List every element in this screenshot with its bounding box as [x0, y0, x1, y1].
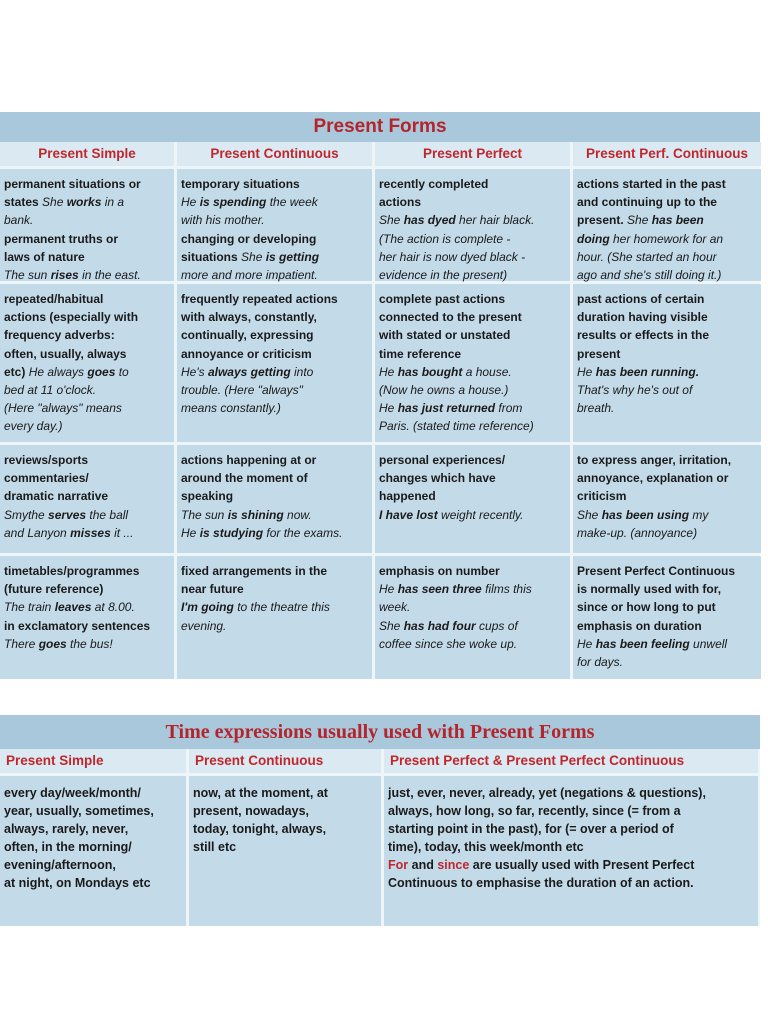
text-run: She [241, 249, 266, 264]
text-run: since [437, 858, 470, 872]
text-run: always, rarely, never, [4, 822, 129, 836]
text-run: connected to the present [379, 310, 522, 325]
text-line [181, 524, 368, 542]
header-present-perfect-continuous: Present Perf. Continuous [573, 142, 761, 166]
text-line [577, 635, 757, 653]
text-line [379, 230, 566, 248]
text-run: (future reference) [4, 582, 104, 597]
text-line [4, 802, 182, 820]
text-run: coffee since she woke up. [379, 636, 518, 651]
text-run: permanent situations or [4, 177, 141, 191]
text-line [4, 266, 170, 284]
text-line [193, 802, 377, 820]
text-run: now, at the moment, at [193, 786, 328, 800]
text-run: has just returned [397, 401, 496, 416]
text-line [577, 290, 757, 308]
text-run: has seen three [397, 582, 482, 597]
text-run: He [379, 364, 398, 379]
text-line [181, 308, 368, 326]
text-run: has had four [403, 618, 476, 633]
text-run: has bought [397, 364, 463, 379]
text-run: at 8.00. [91, 600, 135, 615]
text-run: commentaries/ [4, 471, 89, 486]
text-run: in exclamatory sentences [4, 618, 151, 633]
text-run: annoyance or criticism [181, 346, 312, 361]
text-run: frequency adverbs: [4, 328, 115, 343]
text-run: hour. (She started an hour [577, 249, 717, 264]
cell-r2-perfect-continuous [573, 284, 761, 442]
text-run: Smythe [4, 507, 49, 522]
cell-r4-continuous [177, 556, 372, 679]
text-line [388, 784, 754, 802]
text-line [4, 308, 170, 326]
cell-r1-continuous [177, 169, 372, 281]
text-line [379, 381, 566, 399]
te-header-present-continuous: Present Continuous [189, 749, 381, 773]
text-run: and continuing up to the [577, 195, 717, 210]
text-line [4, 856, 182, 874]
text-run: always getting [207, 364, 291, 379]
text-run: That's why he's out of [577, 383, 693, 398]
text-run: her hair is now dyed black - [379, 249, 526, 264]
text-line [4, 820, 182, 838]
text-run: starting point in the past), for (= over a period of [388, 822, 674, 836]
text-run: I'm going [181, 600, 234, 615]
text-line [379, 580, 566, 598]
text-line [4, 524, 170, 542]
text-line [181, 363, 368, 381]
text-run: a house. [462, 364, 512, 379]
text-line [379, 635, 566, 653]
text-run: misses [70, 525, 111, 540]
text-line [181, 381, 368, 399]
text-run: present [577, 346, 621, 361]
text-run: to the theatre this [233, 600, 330, 615]
text-run: He [577, 364, 596, 379]
text-run: dramatic narrative [4, 489, 109, 504]
te-cell-present-simple [0, 776, 186, 926]
text-line [4, 487, 170, 505]
text-run: criticism [577, 489, 627, 504]
text-line [388, 838, 754, 856]
text-run: She [379, 618, 404, 633]
text-line [181, 598, 368, 616]
text-run: states [4, 195, 43, 210]
text-line [577, 308, 757, 326]
text-line [4, 363, 170, 381]
text-line [4, 193, 170, 211]
text-run: just, ever, never, already, yet (negations & questions), [388, 786, 706, 800]
text-run: personal experiences/ [379, 453, 506, 467]
text-line [577, 617, 757, 635]
text-run: means constantly.) [181, 401, 281, 416]
text-run: reviews/sports [4, 453, 89, 467]
text-line [379, 308, 566, 326]
text-run: the bus! [66, 636, 113, 651]
text-run: annoyance, explanation or [577, 471, 729, 486]
present-forms-table [0, 112, 760, 679]
cell-r3-perfect-continuous [573, 445, 761, 553]
text-run: works [66, 195, 102, 210]
cell-r2-perfect [375, 284, 570, 442]
text-run: every day.) [4, 419, 63, 434]
text-run: are usually used with Present Perfect [469, 858, 695, 872]
text-line [388, 856, 754, 874]
time-expressions-grid [0, 749, 760, 926]
text-line [193, 784, 377, 802]
text-run: has been running. [595, 364, 700, 379]
text-line [4, 506, 170, 524]
text-line [577, 363, 757, 381]
text-line [577, 598, 757, 616]
text-run: week. [379, 600, 411, 615]
text-run: ago and she's still doing it.) [577, 268, 722, 283]
text-run: (Here "always" means [4, 401, 122, 416]
text-run: emphasis on number [379, 564, 500, 578]
text-run: the week [266, 195, 318, 210]
cell-r2-simple [0, 284, 174, 442]
text-run: duration having visible [577, 310, 708, 325]
text-run: Present Perfect Continuous [577, 564, 736, 578]
text-run: at night, on Mondays etc [4, 876, 151, 890]
text-line [4, 580, 170, 598]
text-run: is studying [199, 525, 264, 540]
text-line [181, 487, 368, 505]
text-run: (The action is complete - [379, 231, 511, 246]
text-run: my [689, 507, 709, 522]
text-line [379, 211, 566, 229]
text-line [577, 345, 757, 363]
text-line [577, 326, 757, 344]
text-line [577, 580, 757, 598]
text-run: The sun [181, 507, 228, 522]
text-run: (Now he owns a house.) [379, 383, 509, 398]
text-line [181, 175, 368, 193]
text-run: today, tonight, always, [193, 822, 327, 836]
cell-r4-perfect [375, 556, 570, 679]
text-run: actions (especially with [4, 310, 139, 325]
text-run: actions happening at or [181, 453, 317, 467]
text-line [4, 451, 170, 469]
text-line [577, 506, 757, 524]
text-line [4, 399, 170, 417]
text-line [577, 562, 757, 580]
text-run: cups of [475, 618, 518, 633]
text-run: laws of nature [4, 249, 85, 264]
text-run: results or effects in the [577, 328, 710, 343]
text-line [4, 469, 170, 487]
cell-r3-continuous [177, 445, 372, 553]
text-line [379, 598, 566, 616]
text-run: rises [50, 268, 79, 283]
text-line [388, 820, 754, 838]
text-line [379, 345, 566, 363]
text-line [577, 399, 757, 417]
te-header-present-perfect: Present Perfect & Present Perfect Continuous [384, 749, 758, 773]
text-run: He always [28, 364, 88, 379]
text-line [388, 874, 754, 892]
text-line [4, 326, 170, 344]
text-run: complete past actions [379, 292, 506, 306]
text-run: around the moment of [181, 471, 308, 486]
header-present-simple: Present Simple [0, 142, 174, 166]
text-run: goes [87, 364, 116, 379]
text-run: She [577, 507, 602, 522]
text-run: with always, constantly, [181, 310, 317, 325]
text-run: the ball [86, 507, 129, 522]
text-run: permanent truths or [4, 231, 119, 246]
text-run: Continuous to emphasise the duration of an action. [388, 876, 694, 890]
text-run: For [388, 858, 409, 872]
text-line [577, 451, 757, 469]
text-run: bed at 11 o'clock. [4, 383, 97, 398]
text-line [4, 598, 170, 616]
text-line [181, 193, 368, 211]
text-run: and [408, 858, 438, 872]
text-line [4, 381, 170, 399]
cell-r1-perfect-continuous [573, 169, 761, 281]
text-run: films this [481, 582, 532, 597]
text-run: happened [379, 489, 436, 504]
text-run: The train [4, 600, 55, 615]
text-run: evidence in the present) [379, 268, 508, 283]
text-line [181, 266, 368, 284]
text-run: and Lanyon [4, 525, 71, 540]
text-run: her hair black. [455, 213, 535, 228]
text-line [181, 451, 368, 469]
text-line [193, 820, 377, 838]
text-run: goes [38, 636, 67, 651]
text-run: every day/week/month/ [4, 786, 141, 800]
text-run: She [379, 213, 404, 228]
text-line [379, 326, 566, 344]
te-cell-present-perfect [384, 776, 758, 926]
text-line [379, 562, 566, 580]
text-run: actions [379, 195, 422, 210]
text-line [4, 838, 182, 856]
text-run: often, in the morning/ [4, 840, 132, 854]
text-run: in the east. [78, 268, 141, 283]
text-line [577, 248, 757, 266]
text-run: There [4, 636, 39, 651]
text-line [577, 230, 757, 248]
text-line [577, 211, 757, 229]
present-forms-grid [0, 142, 760, 679]
text-line [379, 617, 566, 635]
text-run: unwell [689, 636, 728, 651]
text-line [379, 487, 566, 505]
text-line [4, 635, 170, 653]
text-line [4, 175, 170, 193]
text-run: now. [283, 507, 312, 522]
text-run: evening. [181, 618, 227, 633]
text-line [577, 524, 757, 542]
text-line [193, 838, 377, 856]
cell-r4-perfect-continuous [573, 556, 761, 679]
text-run: breath. [577, 401, 615, 416]
text-run: repeated/habitual [4, 292, 104, 306]
text-run: She [627, 213, 652, 228]
text-run: He [577, 636, 596, 651]
text-run: He [181, 195, 200, 210]
te-cell-present-continuous [189, 776, 381, 926]
text-line [379, 417, 566, 435]
text-line [181, 617, 368, 635]
text-run: changes which have [379, 471, 496, 486]
text-line [181, 248, 368, 266]
time-expressions-title: Time expressions usually used with Present Forms [0, 715, 760, 749]
text-run: to [115, 364, 129, 379]
text-run: has been using [601, 507, 690, 522]
text-run: time reference [379, 346, 462, 361]
header-present-perfect: Present Perfect [375, 142, 570, 166]
cell-r4-simple [0, 556, 174, 679]
text-run: He [379, 582, 398, 597]
text-run: He [181, 525, 200, 540]
text-line [577, 653, 757, 671]
text-line [181, 230, 368, 248]
text-line [181, 562, 368, 580]
text-line [181, 211, 368, 229]
cell-r3-perfect [375, 445, 570, 553]
text-run: emphasis on duration [577, 618, 702, 633]
text-run: fixed arrangements in the [181, 564, 328, 578]
text-run: in a [101, 195, 125, 210]
text-line [4, 417, 170, 435]
text-line [379, 290, 566, 308]
text-run: near future [181, 582, 244, 597]
cell-r2-continuous [177, 284, 372, 442]
text-run: still etc [193, 840, 237, 854]
text-run: weight recently. [437, 507, 524, 522]
text-run: for the exams. [263, 525, 343, 540]
text-run: situations [181, 249, 242, 264]
text-run: is normally used with for, [577, 582, 722, 597]
text-line [4, 290, 170, 308]
text-line [379, 399, 566, 417]
text-run: is shining [227, 507, 284, 522]
text-line [577, 469, 757, 487]
text-run: serves [48, 507, 87, 522]
text-run: present, nowadays, [193, 804, 310, 818]
text-line [379, 175, 566, 193]
text-run: year, usually, sometimes, [4, 804, 154, 818]
text-run: has dyed [403, 213, 456, 228]
text-line [577, 381, 757, 399]
text-run: changing or developing [181, 231, 317, 246]
text-run: timetables/programmes [4, 564, 140, 578]
text-run: continually, expressing [181, 328, 314, 343]
text-run: etc) [4, 364, 29, 379]
text-run: has been [651, 213, 704, 228]
text-line [379, 266, 566, 284]
text-run: She [42, 195, 67, 210]
text-line [379, 248, 566, 266]
text-line [4, 784, 182, 802]
text-run: past actions of certain [577, 292, 705, 306]
header-present-continuous: Present Continuous [177, 142, 372, 166]
text-run: often, usually, always [4, 346, 127, 361]
text-run: He's [181, 364, 208, 379]
text-line [181, 469, 368, 487]
text-line [4, 617, 170, 635]
text-line [577, 487, 757, 505]
text-line [181, 326, 368, 344]
text-run: is spending [199, 195, 267, 210]
text-line [181, 345, 368, 363]
cell-r1-perfect [375, 169, 570, 281]
text-line [379, 451, 566, 469]
text-line [577, 266, 757, 284]
text-run: is getting [265, 249, 320, 264]
text-run: doing [577, 231, 610, 246]
text-line [4, 248, 170, 266]
text-run: leaves [54, 600, 92, 615]
text-run: temporary situations [181, 177, 300, 191]
text-run: more and more impatient. [181, 268, 318, 283]
text-run: make-up. (annoyance) [577, 525, 698, 540]
time-expressions-table [0, 715, 760, 926]
text-run: to express anger, irritation, [577, 453, 732, 467]
text-line [379, 363, 566, 381]
text-run: since or how long to put [577, 600, 716, 615]
text-run: has been feeling [595, 636, 690, 651]
text-run: I have lost [379, 507, 438, 522]
text-run: Paris. (stated time reference) [379, 419, 534, 434]
text-line [379, 193, 566, 211]
text-run: for days. [577, 655, 624, 670]
text-run: The sun [4, 268, 51, 283]
text-run: actions started in the past [577, 177, 726, 191]
text-run: trouble. (Here "always" [181, 383, 303, 398]
text-line [577, 193, 757, 211]
cell-r1-simple [0, 169, 174, 281]
table-title: Present Forms [0, 112, 760, 142]
text-run: time), today, this week/month etc [388, 840, 584, 854]
text-run: He [379, 401, 398, 416]
text-line [4, 345, 170, 363]
text-line [181, 290, 368, 308]
text-run: it ... [110, 525, 134, 540]
text-run: with his mother. [181, 213, 265, 228]
text-line [379, 469, 566, 487]
text-run: always, how long, so far, recently, since (= from a [388, 804, 681, 818]
text-line [181, 580, 368, 598]
text-run: her homework for an [609, 231, 724, 246]
text-run: speaking [181, 489, 234, 504]
text-run: evening/afternoon, [4, 858, 116, 872]
text-run: into [290, 364, 314, 379]
text-run: present. [577, 213, 628, 228]
cell-r3-simple [0, 445, 174, 553]
text-line [379, 506, 566, 524]
text-run: recently completed [379, 177, 489, 191]
text-line [4, 230, 170, 248]
text-line [577, 175, 757, 193]
text-line [388, 802, 754, 820]
text-line [4, 211, 170, 229]
text-run: with stated or unstated [379, 328, 511, 343]
text-line [4, 562, 170, 580]
text-run: bank. [4, 213, 34, 228]
text-run: frequently repeated actions [181, 292, 338, 306]
text-run: from [495, 401, 523, 416]
text-line [181, 506, 368, 524]
text-line [4, 874, 182, 892]
text-line [181, 399, 368, 417]
te-header-present-simple: Present Simple [0, 749, 186, 773]
